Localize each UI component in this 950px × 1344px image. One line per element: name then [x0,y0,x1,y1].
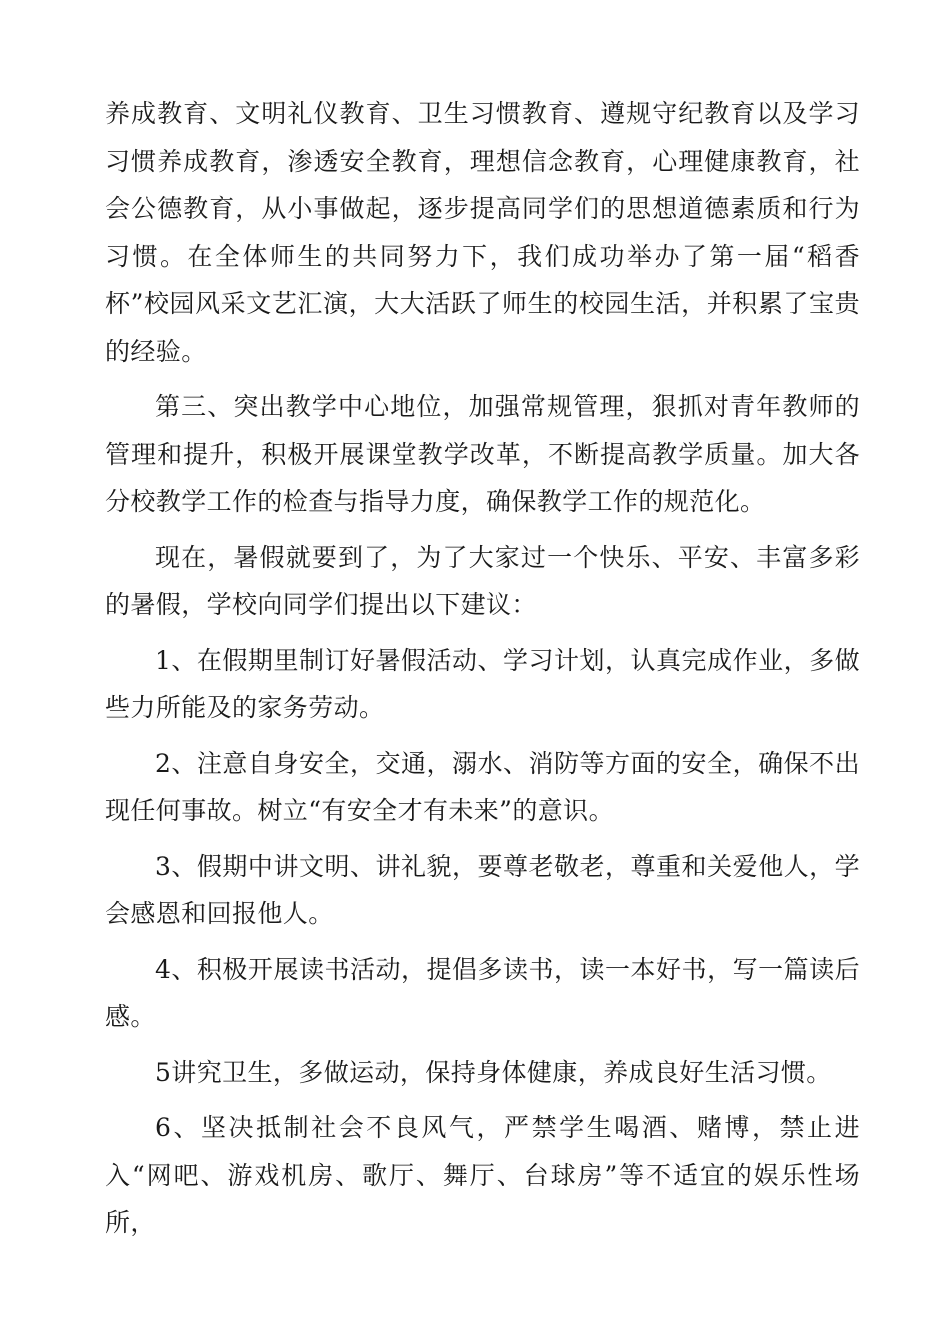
paragraph-suggestion-5: 5讲究卫生，多做运动，保持身体健康，养成良好生活习惯。 [155,1057,832,1087]
paragraph-suggestion-2: 2、注意自身安全，交通，溺水、消防等方面的安全，确保不出现任何事故。树立“有安全才有未来”的意识。 [105,748,860,825]
document-body [105,90,860,1247]
paragraph-summer-intro: 现在，暑假就要到了，为了大家过一个快乐、平安、丰富多彩的暑假，学校向同学们提出以下建议： [105,542,860,619]
paragraph-suggestion-4: 4、积极开展读书活动，提倡多读书，读一本好书，写一篇读后感。 [105,954,860,1031]
paragraph-suggestion-1: 1、在假期里制订好暑假活动、学习计划，认真完成作业，多做些力所能及的家务劳动。 [105,645,860,722]
paragraph-moral-education: 养成教育、文明礼仪教育、卫生习惯教育、遵规守纪教育以及学习习惯养成教育，渗透安全教育，理想信念教育，心理健康教育，社会公德教育，从小事做起，逐步提高同学们的思想道德素质和行为习惯。在全体师生的共同努力下，我们成功举办了第一届“稻香杯”校园风采文艺汇演，大大活跃了师生的校园生活，并积累了宝贵的经验。 [105,99,860,366]
paragraph-suggestion-3: 3、假期中讲文明、讲礼貌，要尊老敬老，尊重和关爱他人，学会感恩和回报他人。 [105,851,860,928]
paragraph-suggestion-6: 6、坚决抵制社会不良风气，严禁学生喝酒、赌博，禁止进入“网吧、游戏机房、歌厅、舞厅、台球房”等不适宜的娱乐性场所， [105,1113,860,1237]
paragraph-teaching-center: 第三、突出教学中心地位，加强常规管理，狠抓对青年教师的管理和提升，积极开展课堂教学改革，不断提高教学质量。加大各分校教学工作的检查与指导力度，确保教学工作的规范化。 [105,392,860,516]
